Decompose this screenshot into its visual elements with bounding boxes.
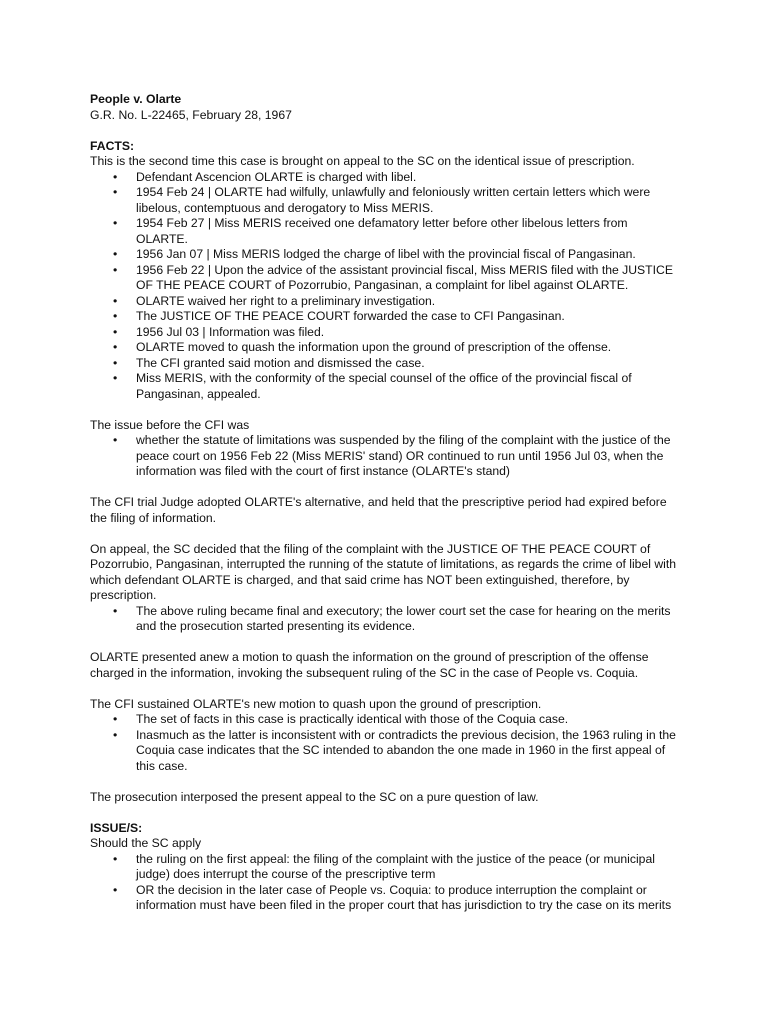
new-motion-paragraph: OLARTE presented anew a motion to quash the information on the ground of prescription of the offense charged in the information, invoking the subsequent ruling of the SC in the case of People vs. Coquia. [90,650,649,680]
appeal-list [90,604,680,635]
issues-list [90,852,680,914]
facts-list-item: • Miss MERIS, with the conformity of the special counsel of the office of the provincial fiscal of Pangasinan, appealed. [90,371,680,402]
issues-heading: ISSUE/S: [90,820,143,835]
issues-list-item: • the ruling on the first appeal: the filing of the complaint with the justice of the peace (or municipal judge) does interrupt the course of the prescriptive term [90,852,680,883]
facts-list-item: • OLARTE waived her right to a preliminary investigation. [90,294,680,310]
facts-list-item: • 1954 Feb 27 | Miss MERIS received one defamatory letter before other libelous letters from OLARTE. [90,216,680,247]
facts-heading: FACTS: [90,138,135,153]
facts-list-item: • The CFI granted said motion and dismissed the case. [90,356,680,372]
issues-list-item: • OR the decision in the later case of People vs. Coquia: to produce interruption the complaint or information must have been filed in the proper court that has jurisdiction to try the case on its merits [90,883,680,914]
spacer [90,681,680,697]
spacer [90,402,680,418]
spacer [90,123,680,139]
spacer [90,774,680,790]
document-page [90,92,680,914]
facts-list-item: • 1956 Jan 07 | Miss MERIS lodged the charge of libel with the provincial fiscal of Pangasinan. [90,247,680,263]
sustained-list [90,712,680,774]
facts-list [90,170,680,403]
facts-list-item: • OLARTE moved to quash the information upon the ground of prescription of the offense. [90,340,680,356]
prosecution-appeal-paragraph: The prosecution interposed the present appeal to the SC on a pure question of law. [90,789,539,804]
facts-list-item: • 1954 Feb 24 | OLARTE had wilfully, unlawfully and feloniously written certain letters which were libelous, contemptuous and derogatory to Miss MERIS. [90,185,680,216]
sustained-list-item: • Inasmuch as the latter is inconsistent with or contradicts the previous decision, the 1963 ruling in the Coquia case indicates that the SC intended to abandon the one made in 1960 in the first appeal of this case. [90,728,680,775]
appeal-list-item: • The above ruling became final and executory; the lower court set the case for hearing on the merits and the prosecution started presenting its evidence. [90,604,680,635]
facts-list-item: • The JUSTICE OF THE PEACE COURT forwarded the case to CFI Pangasinan. [90,309,680,325]
facts-list-item: • 1956 Feb 22 | Upon the advice of the assistant provincial fiscal, Miss MERIS filed with the JUSTICE OF THE PEACE COURT of Pozorrubio, Pangasinan, a complaint for libel against OLARTE. [90,263,680,294]
spacer [90,480,680,496]
appeal-decision-paragraph: On appeal, the SC decided that the filing of the complaint with the JUSTICE OF THE PEACE COURT of Pozorrubio, Pangasinan, interrupted the running of the statute of limitations, as regards the crime of libel with which defendant OLARTE is charged, and that said crime has NOT been extinguished, therefore, by prescription. [90,541,676,602]
facts-intro: This is the second time this case is brought on appeal to the SC on the identical issue of prescription. [90,154,635,168]
facts-list-item: • 1956 Jul 03 | Information was filed. [90,325,680,341]
case-title: People v. Olarte [90,92,182,106]
cfi-ruling-paragraph: The CFI trial Judge adopted OLARTE's alternative, and held that the prescriptive period had expired before the filing of information. [90,495,667,525]
issues-intro: Should the SC apply [90,836,202,850]
sustained-list-item: • The set of facts in this case is practically identical with those of the Coquia case. [90,712,680,728]
cfi-issue-intro: The issue before the CFI was [90,417,250,432]
case-citation: G.R. No. L-22465, February 28, 1967 [90,107,292,122]
spacer [90,526,680,542]
cfi-issue-list-item: • whether the statute of limitations was suspended by the filing of the complaint with the justice of the peace court on 1956 Feb 22 (Miss MERIS' stand) OR continued to run until 1956 Jul 03, when the information was filed with the court of first instance (OLARTE's stand) [90,433,680,480]
spacer [90,635,680,651]
spacer [90,805,680,821]
cfi-issue-list [90,433,680,480]
sustained-paragraph: The CFI sustained OLARTE's new motion to quash upon the ground of prescription. [90,696,542,711]
facts-list-item: • Defendant Ascencion OLARTE is charged with libel. [90,170,680,186]
